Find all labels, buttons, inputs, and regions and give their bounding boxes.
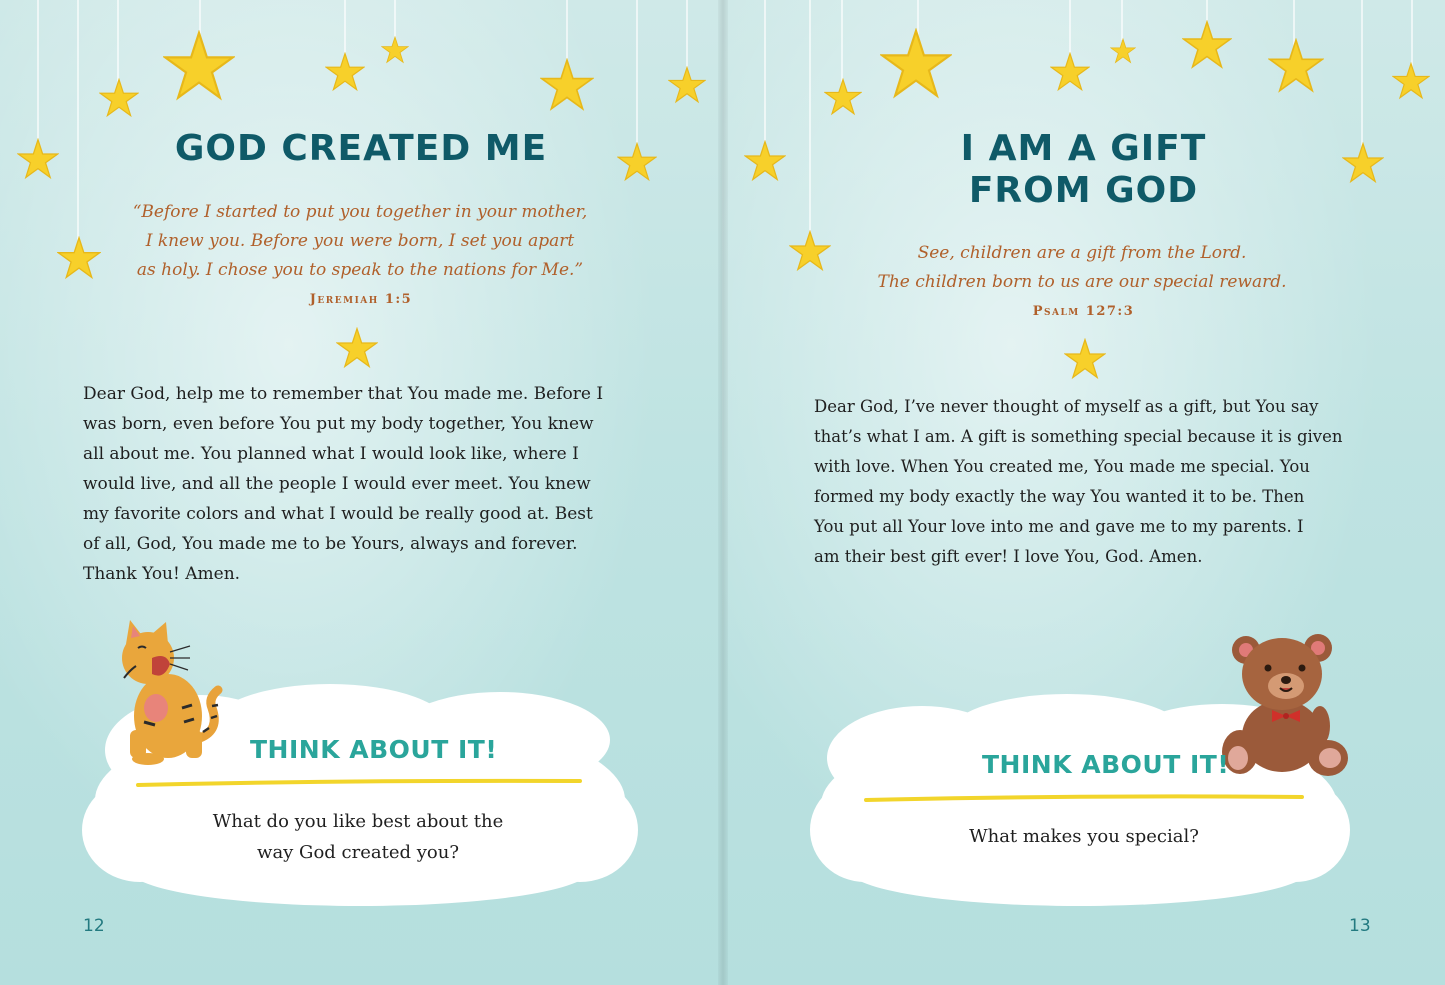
verse-line: as holy. I chose you to speak to the nations for Me.”: [136, 260, 584, 280]
question-line: way God created you?: [257, 842, 459, 863]
prayer-text: [83, 379, 633, 589]
prayer-line: Dear God, help me to remember that You made me. Before I: [83, 384, 604, 404]
star-icon: [824, 78, 862, 120]
verse-line: I knew you. Before you were born, I set you apart: [145, 231, 575, 251]
star-icon: [381, 36, 409, 68]
prayer-line: Dear God, I’ve never thought of myself as a gift, but You say: [814, 397, 1319, 416]
star-icon: [1182, 20, 1232, 74]
reflection-question: [158, 806, 558, 868]
verse-line: See, children are a gift from the Lord.: [917, 243, 1247, 263]
star-icon: [336, 327, 378, 373]
page-number: 13: [1349, 916, 1371, 936]
star-icon: [163, 30, 235, 106]
star-icon: [1268, 38, 1324, 98]
yellow-underline: [136, 778, 582, 788]
verse-line: “Before I started to put you together in your mother,: [132, 202, 588, 222]
prayer-line: was born, even before You put my body together, You knew: [83, 414, 594, 434]
star-icon: [1064, 338, 1106, 384]
reflection-question: What makes you special?: [969, 826, 1199, 847]
question-line: What do you like best about the: [212, 811, 504, 832]
page-title: GOD CREATED ME: [174, 128, 548, 169]
verse-line: The children born to us are our special reward.: [877, 272, 1287, 292]
prayer-line: formed my body exactly the way You wanted it to be. Then: [814, 487, 1305, 506]
book-gutter: [718, 0, 728, 985]
think-about-it-heading: THINK ABOUT IT!: [250, 735, 498, 764]
prayer-line: all about me. You planned what I would look like, where I: [83, 444, 579, 464]
page-number: 12: [83, 916, 105, 936]
verse-reference: Psalm 127:3: [1032, 304, 1135, 319]
yellow-underline: [864, 793, 1304, 803]
verse-reference: Jeremiah 1:5: [309, 292, 413, 307]
star-icon: [1050, 52, 1090, 96]
star-icon: [325, 52, 365, 96]
star-icon: [99, 78, 139, 122]
prayer-line: that’s what I am. A gift is something special because it is given: [814, 427, 1343, 446]
prayer-line: You put all Your love into me and gave me to my parents. I: [814, 517, 1304, 536]
star-icon: [668, 66, 706, 108]
title-line: I AM A GIFT: [960, 128, 1207, 169]
prayer-line: with love. When You created me, You made me special. You: [814, 457, 1310, 476]
prayer-text: [814, 392, 1344, 572]
prayer-line: am their best gift ever! I love You, God. Amen.: [814, 547, 1203, 566]
prayer-line: my favorite colors and what I would be really good at. Best: [83, 504, 593, 524]
title-line: FROM GOD: [968, 170, 1199, 211]
left-page: [0, 0, 722, 985]
star-icon: [1392, 62, 1430, 104]
right-page: [722, 0, 1445, 985]
cat-illustration: [108, 618, 228, 768]
think-about-it-heading: THINK ABOUT IT!: [982, 750, 1230, 779]
prayer-line: would live, and all the people I would ever meet. You knew: [83, 474, 591, 494]
star-icon: [880, 28, 952, 104]
star-icon: [540, 58, 594, 116]
prayer-line: Thank You! Amen.: [83, 564, 241, 584]
prayer-line: of all, God, You made me to be Yours, always and forever.: [83, 534, 578, 554]
teddy-bear-illustration: [1220, 628, 1350, 780]
star-icon: [1110, 38, 1136, 68]
